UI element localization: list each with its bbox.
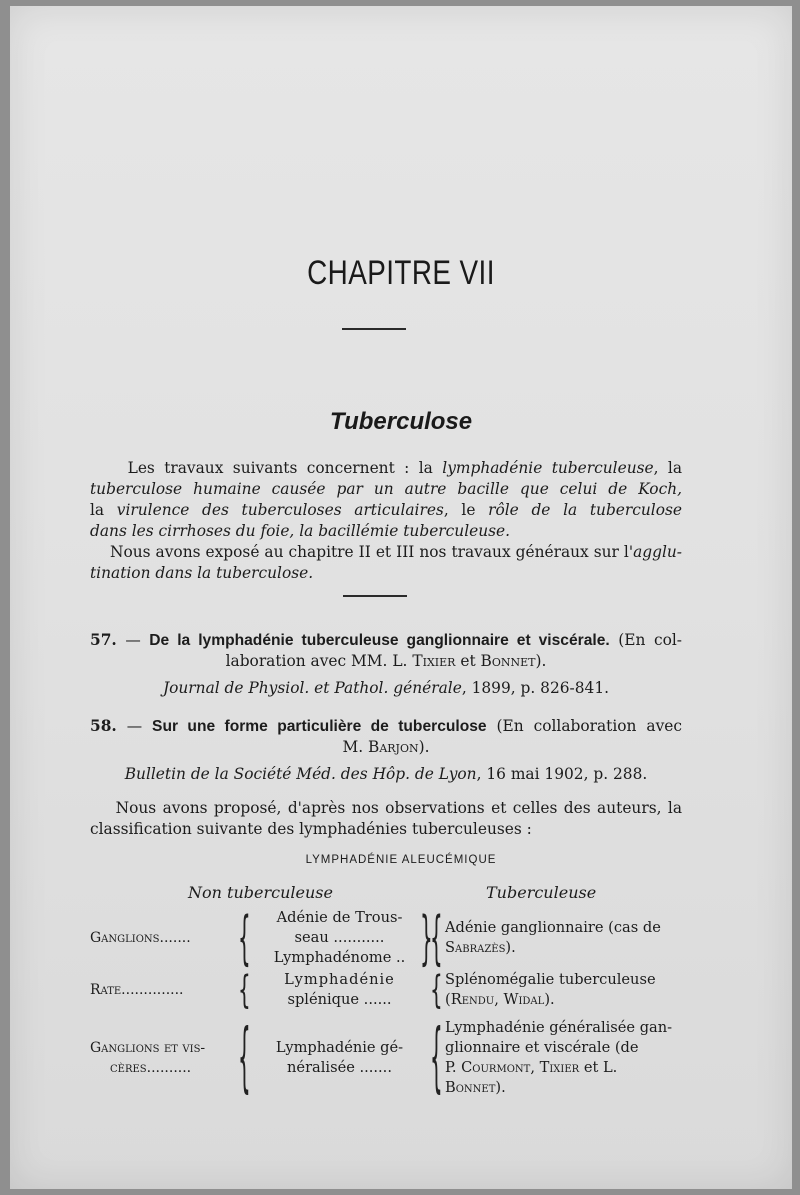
table-title: LYMPHADÉNIE ALEUCÉMIQUE — [305, 854, 497, 866]
row-label: Ganglions et vis- cères.......... — [90, 1040, 206, 1076]
left-brace: { — [430, 966, 443, 1012]
row-non-tuberculeuse: Lymphadénie gé- néralisée ....... — [275, 1039, 404, 1076]
table-row-rate — [90, 966, 690, 1012]
table-row-ganglions-visceres — [90, 1010, 690, 1102]
column-header-tuberculeuse: Tuberculeuse — [486, 883, 597, 902]
divider-rule — [343, 595, 407, 597]
left-brace: { — [238, 902, 251, 972]
bibliography-entry-57: 57. — De la lymphadénie tuberculeuse ganglionnaire et viscérale. (En col- laboration avec MM. L. Tixier et Bonnet). Journal de Physiol. et Pathol. générale, 1899, p. 826-841. — [90, 631, 682, 697]
bibliography-entry-58: 58. — Sur une forme particulière de tuberculose (En collaboration avec M. Barjon). Bulletin de la Société Méd. des Hôp. de Lyon, 16 mai 1902, p. 288. — [90, 717, 682, 783]
row-tuberculeuse: Adénie ganglionnaire (cas de Sabrazès). — [445, 919, 661, 956]
divider-rule — [342, 328, 406, 330]
chapter-title: CHAPITRE VII — [307, 254, 495, 292]
classification-intro: Nous avons proposé, d'après nos observations et celles des auteurs, la classification suivante des lymphadénies tuberculeuses : — [90, 799, 682, 838]
book-page — [10, 6, 792, 1189]
left-brace: { — [238, 966, 251, 1012]
table-row-ganglions — [90, 902, 690, 972]
row-label: Rate.............. — [90, 982, 184, 998]
section-title: Tuberculose — [329, 408, 473, 435]
row-non-tuberculeuse: Adénie de Trous- seau ........... Lymphadénome .. — [273, 909, 406, 966]
row-tuberculeuse: Splénomégalie tuberculeuse (Rendu, Widal). — [445, 971, 656, 1008]
row-label: Ganglions....... — [90, 930, 191, 946]
right-brace: } — [420, 902, 433, 972]
column-header-non-tuberculeuse: Non tuberculeuse — [188, 883, 333, 902]
row-non-tuberculeuse: Lymphadénie splénique ...... — [284, 971, 395, 1008]
left-brace: { — [430, 902, 443, 972]
left-brace: { — [238, 1010, 251, 1102]
row-tuberculeuse: Lymphadénie généralisée gan- glionnaire et viscérale (de P. Courmont, Tixier et L. Bonnet). — [445, 1019, 673, 1096]
left-brace: { — [430, 1010, 443, 1102]
intro-paragraph: Les travaux suivants concernent : la lymphadénie tuberculeuse, la tuberculose humaine causée par un autre bacille que celui de Koch, la virulence des tuberculoses articulaires, le rôle de la tuberculose dans les cirrhoses du foie, la bacillémie tuberculeuse. Nous avons exposé au chapitre II et III nos travaux généraux sur l'agglu- tination dans la tuberculose. — [90, 459, 683, 582]
